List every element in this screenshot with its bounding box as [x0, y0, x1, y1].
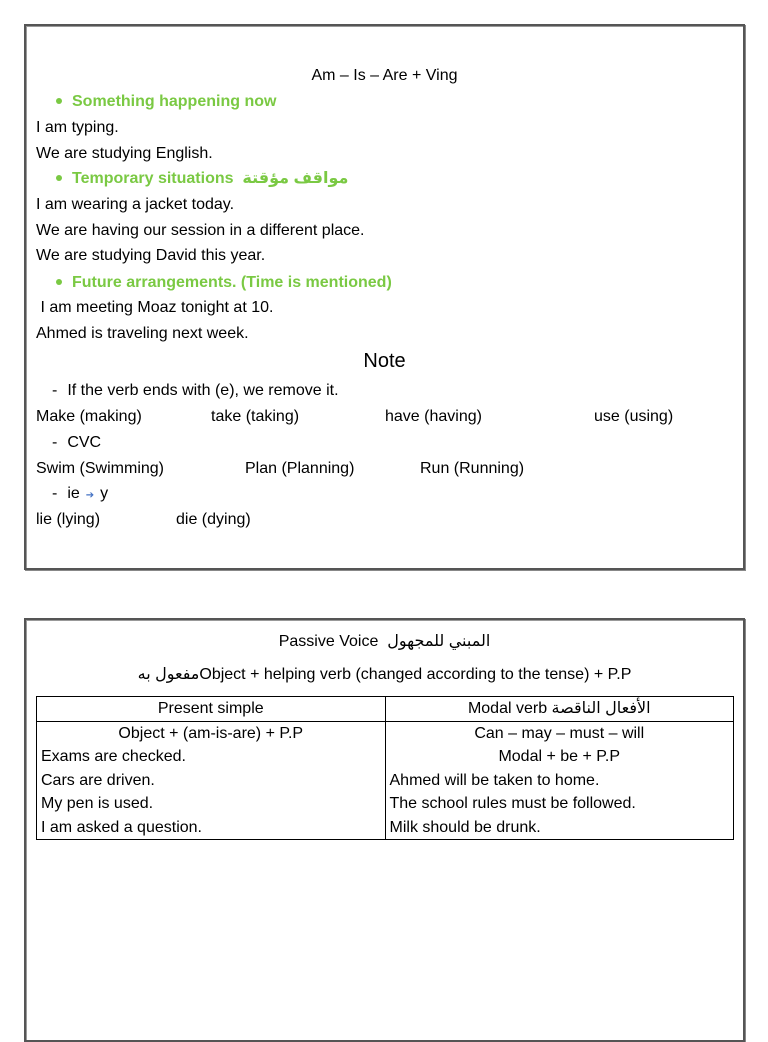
- section-heading-temporary: Temporary situations مواقف مؤقتة: [36, 169, 348, 189]
- passive-title: Passive Voice المبني للمجهول: [278, 633, 491, 650]
- note-title: Note: [363, 350, 406, 372]
- present-continuous-title: Am – Is – Are + Ving: [311, 67, 458, 84]
- rule-example: Swim (Swimming): [36, 460, 164, 477]
- passive-table: [36, 696, 734, 840]
- rule-line: - ie ➔ y: [52, 485, 109, 502]
- table-cell: Can – may – must – will: [385, 721, 734, 745]
- rule-example: use (using): [594, 408, 674, 425]
- rule-example: Run (Running): [420, 460, 525, 477]
- present-continuous-box: [24, 24, 745, 570]
- bullet-icon: [56, 279, 62, 285]
- column-header-modal-verb: Modal verb الأفعال الناقصة: [385, 697, 734, 722]
- table-cell: Object + (am-is-are) + P.P: [37, 721, 386, 745]
- column-header-present-simple: Present simple: [37, 697, 386, 722]
- table-cell: My pen is used.: [37, 792, 386, 816]
- table-cell: Exams are checked.: [37, 745, 386, 769]
- example-line: We are having our session in a different place.: [36, 222, 365, 239]
- table-cell: Cars are driven.: [37, 769, 386, 793]
- example-line: Ahmed is traveling next week.: [36, 325, 249, 342]
- passive-formula: مفعول بهObject + helping verb (changed according to the tense) + P.P: [137, 666, 632, 683]
- rule-example: die (dying): [176, 511, 251, 528]
- bullet-icon: [56, 98, 62, 104]
- table-cell: Ahmed will be taken to home.: [385, 769, 734, 793]
- rule-example: take (taking): [211, 408, 300, 425]
- arrow-right-icon: ➔: [85, 490, 95, 501]
- table-header-row: [37, 697, 734, 722]
- rule-example: lie (lying): [36, 511, 101, 528]
- example-line: I am meeting Moaz tonight at 10.: [36, 299, 274, 316]
- passive-title-arabic: المبني للمجهول: [387, 633, 491, 650]
- rule-example: have (having): [385, 408, 482, 425]
- table-row: [37, 816, 734, 840]
- passive-voice-box: [24, 618, 745, 1042]
- passive-formula-arabic: مفعول به: [137, 666, 200, 683]
- table-row: [37, 721, 734, 745]
- rule-line: - CVC: [52, 434, 102, 451]
- table-row: [37, 792, 734, 816]
- section-heading-now: Something happening now: [36, 92, 276, 112]
- table-cell: Modal + be + P.P: [385, 745, 734, 769]
- section-heading-future: Future arrangements. (Time is mentioned): [36, 273, 392, 293]
- example-line: I am typing.: [36, 119, 119, 136]
- example-line: We are studying English.: [36, 145, 213, 162]
- table-cell: The school rules must be followed.: [385, 792, 734, 816]
- bullet-icon: [56, 175, 62, 181]
- rule-example: Plan (Planning): [245, 460, 355, 477]
- table-row: [37, 745, 734, 769]
- section-heading-arabic: مواقف مؤقتة: [242, 170, 349, 187]
- example-line: I am wearing a jacket today.: [36, 196, 235, 213]
- table-row: [37, 769, 734, 793]
- example-line: We are studying David this year.: [36, 247, 266, 264]
- table-cell: Milk should be drunk.: [385, 816, 734, 840]
- rule-example: Make (making): [36, 408, 142, 425]
- table-cell: I am asked a question.: [37, 816, 386, 840]
- rule-line: - If the verb ends with (e), we remove it.: [52, 382, 339, 399]
